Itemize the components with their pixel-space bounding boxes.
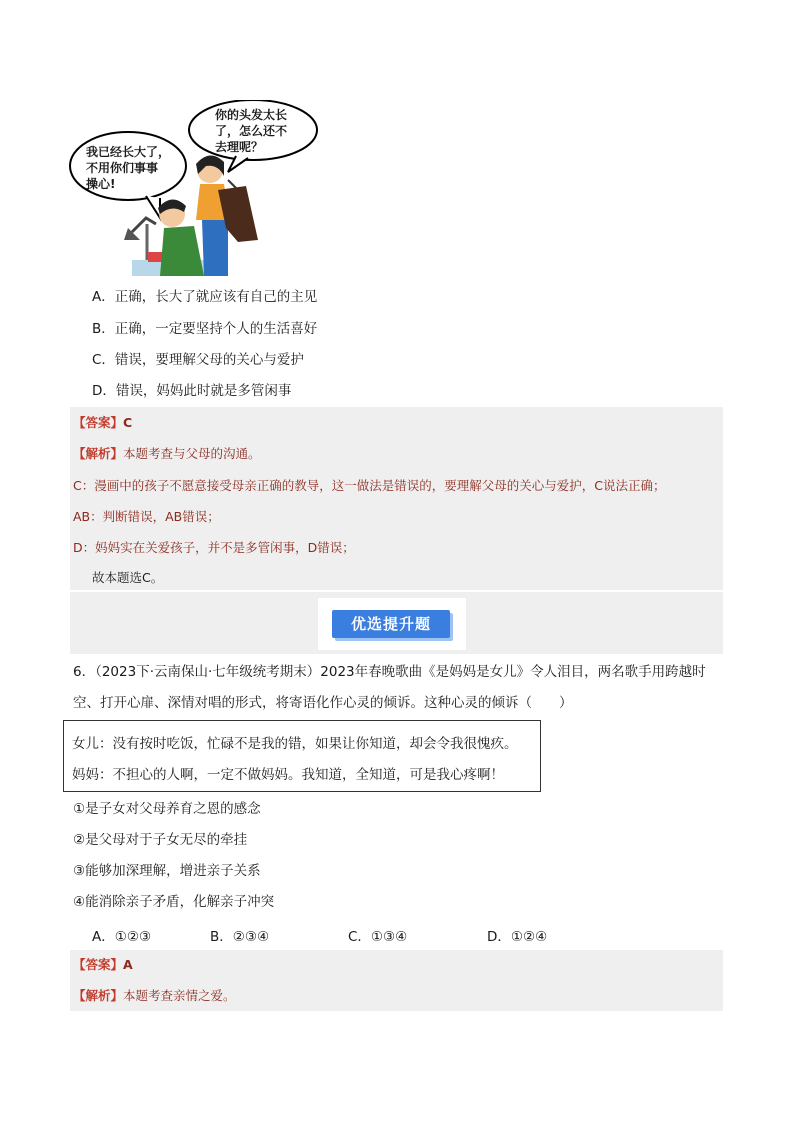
q6-choice-b: B．②③④ bbox=[210, 929, 270, 945]
q6-quote-box bbox=[63, 720, 541, 792]
analysis-intro: 本题考查亲情之爱。 bbox=[123, 988, 236, 1003]
bubble-left-line: 操心! bbox=[86, 177, 116, 191]
q6-statement-4: ④能消除亲子矛盾，化解亲子冲突 bbox=[73, 894, 275, 910]
q5-option-d: D．错误，妈妈此时就是多管闲事 bbox=[92, 383, 292, 399]
comic-illustration bbox=[68, 100, 358, 276]
comic-bubble-left bbox=[86, 144, 170, 192]
q6-choice-a: A．①②③ bbox=[92, 929, 152, 945]
answer-value: C bbox=[123, 415, 133, 430]
answer-tag: 【答案】 bbox=[73, 957, 124, 972]
comic-bubble-right bbox=[215, 107, 287, 155]
q5-analysis-line bbox=[73, 446, 261, 462]
quote-daughter: 女儿：没有按时吃饭，忙碌不是我的错，如果让你知道，却会令我很愧疚。 bbox=[72, 736, 518, 752]
q6-answer-line bbox=[73, 957, 133, 973]
answer-value: A bbox=[123, 957, 133, 972]
q6-stem-line1: 6．（2023下·云南保山·七年级统考期末）2023年春晚歌曲《是妈妈是女儿》令人泪目，两名歌手用跨越时 bbox=[73, 664, 706, 680]
q5-analysis-d: D：妈妈实在关爱孩子，并不是多管闲事，D错误； bbox=[73, 540, 355, 555]
bubble-left-line: 不用你们事事 bbox=[86, 161, 159, 175]
section-badge: 优选提升题 bbox=[332, 610, 450, 638]
bubble-left-line: 我已经长大了， bbox=[86, 145, 171, 159]
q6-statement-3: ③能够加深理解，增进亲子关系 bbox=[73, 863, 261, 879]
q5-option-c: C．错误，要理解父母的关心与爱护 bbox=[92, 352, 304, 368]
bubble-right-line: 了，怎么还不 bbox=[215, 124, 288, 138]
q5-answer-block bbox=[70, 407, 723, 590]
q6-analysis-line bbox=[73, 988, 236, 1004]
q5-analysis-c: C：漫画中的孩子不愿意接受母亲正确的教导，这一做法是错误的，要理解父母的关心与爱护，C说法正确； bbox=[73, 478, 666, 493]
q5-option-b: B．正确，一定要坚持个人的生活喜好 bbox=[92, 321, 318, 337]
q6-statement-2: ②是父母对于子女无尽的牵挂 bbox=[73, 832, 248, 848]
analysis-intro: 本题考查与父母的沟通。 bbox=[123, 446, 261, 461]
q6-choice-c: C．①③④ bbox=[348, 929, 408, 945]
analysis-tag: 【解析】 bbox=[73, 988, 124, 1003]
bubble-right-line: 去理呢？ bbox=[215, 140, 264, 154]
q6-stem-line2: 空、打开心扉、深情对唱的形式，将寄语化作心灵的倾诉。这种心灵的倾诉（ ） bbox=[73, 695, 573, 711]
q5-answer-line bbox=[73, 415, 132, 431]
q5-option-a: A．正确，长大了就应该有自己的主见 bbox=[92, 289, 318, 305]
q5-conclusion: 故本题选C。 bbox=[92, 570, 164, 585]
q5-analysis-ab: AB：判断错误，AB错误； bbox=[73, 509, 220, 524]
analysis-tag: 【解析】 bbox=[73, 446, 124, 461]
q6-statement-1: ①是子女对父母养育之恩的感念 bbox=[73, 801, 261, 817]
section-badge-frame bbox=[318, 598, 466, 650]
answer-tag: 【答案】 bbox=[73, 415, 124, 430]
quote-mother: 妈妈：不担心的人啊，一定不做妈妈。我知道，全知道，可是我心疼啊！ bbox=[72, 767, 504, 783]
q6-choice-d: D．①②④ bbox=[487, 929, 548, 945]
bubble-right-line: 你的头发太长 bbox=[215, 108, 288, 122]
